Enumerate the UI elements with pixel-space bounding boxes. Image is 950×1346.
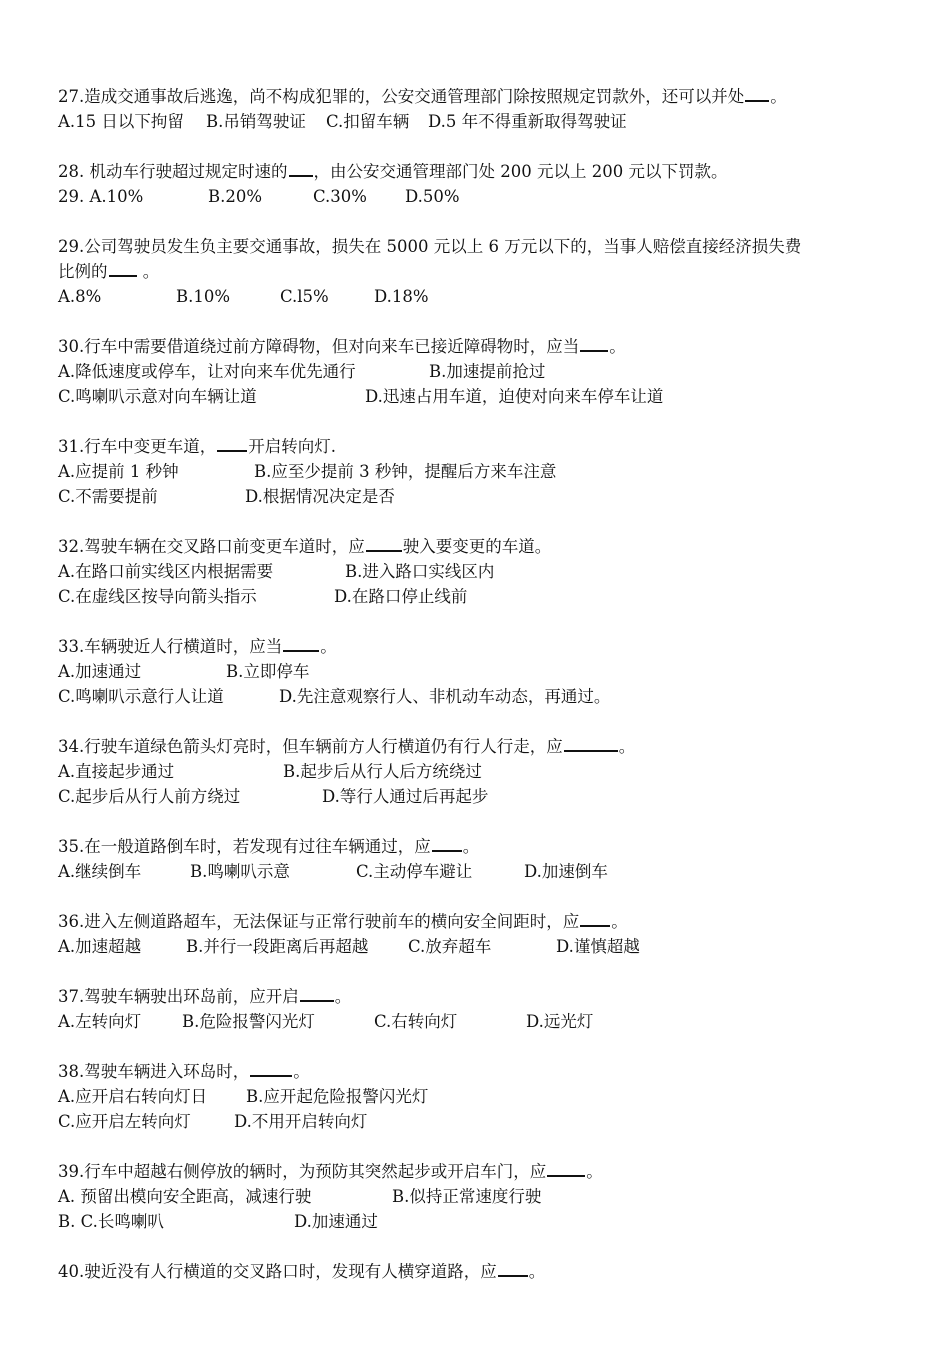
- options-line: [58, 484, 908, 509]
- answer-option: D.远光灯: [526, 1012, 594, 1031]
- options-line: [58, 659, 908, 684]
- answer-option: C.主动停车避让: [356, 862, 473, 881]
- answer-option: C.起步后从行人前方绕过: [58, 787, 241, 806]
- answer-option: A.应提前 1 秒钟: [58, 462, 179, 481]
- question-10: [58, 909, 908, 959]
- answer-option: A. 预留出模向安全距高，减速行驶: [58, 1187, 312, 1206]
- answer-option: C.应开启左转向灯: [58, 1112, 191, 1131]
- answer-option: A.继续倒车: [58, 862, 142, 881]
- answer-blank: [289, 159, 313, 177]
- answer-blank: [217, 434, 247, 452]
- answer-blank: [366, 534, 402, 552]
- question-stem-line: [58, 1259, 908, 1284]
- answer-option: D.谨慎超越: [556, 937, 640, 956]
- stem-text: 比例的: [58, 262, 108, 281]
- stem-text: ，由公安交通管理部门处 200 元以上 200 元以下罚款。: [313, 162, 728, 181]
- answer-option: C.在虚线区按导向箭头指示: [58, 587, 257, 606]
- options-line: [58, 1209, 908, 1234]
- question-stem-line: [58, 1159, 908, 1184]
- stem-text: 40.驶近没有人行横道的交叉路口时，发现有人横穿道路，应: [58, 1262, 497, 1281]
- stem-text: 29.公司驾驶员发生负主要交通事故，损失在 5000 元以上 6 万元以下的，当事人赔偿直接经济损失费: [58, 237, 802, 256]
- answer-blank: [109, 259, 137, 277]
- answer-option: C.鸣喇叭示意对向车辆让道: [58, 387, 257, 406]
- answer-option: C.扣留车辆: [326, 112, 410, 131]
- question-9: [58, 834, 908, 884]
- answer-blank: [250, 1059, 292, 1077]
- options-line: [58, 784, 908, 809]
- stem-text: 。: [462, 837, 480, 856]
- stem-text: 。: [293, 1062, 310, 1081]
- stem-text: 28. 机动车行驶超过规定时速的: [58, 162, 288, 181]
- stem-text: 。: [528, 1262, 546, 1281]
- question-stem-line: [58, 734, 908, 759]
- question-stem-line: [58, 909, 908, 934]
- options-line: [58, 559, 908, 584]
- answer-option: D.等行人通过后再起步: [322, 787, 489, 806]
- stem-text: 。: [618, 737, 636, 756]
- answer-option: D.迅速占用车道，迫使对向来车停车让道: [365, 387, 664, 406]
- answer-option: B.10%: [176, 287, 231, 306]
- stem-text: 。: [137, 262, 160, 281]
- question-stem-line: [58, 84, 908, 109]
- options-line: [58, 859, 908, 884]
- answer-blank: [498, 1259, 528, 1277]
- answer-blank: [745, 84, 769, 102]
- answer-option: D.18%: [374, 287, 429, 306]
- answer-option: C.放弃超车: [408, 937, 492, 956]
- answer-option: B.加速提前抢过: [429, 362, 546, 381]
- question-1: [58, 84, 908, 134]
- question-14: [58, 1259, 908, 1284]
- answer-option: A.降低速度或停车，让对向来车优先通行: [58, 362, 356, 381]
- question-3: [58, 234, 908, 309]
- answer-blank: [580, 334, 608, 352]
- stem-text: 36.进入左侧道路超车，无法保证与正常行驶前车的横向安全间距时，应: [58, 912, 580, 931]
- question-stem-line: [58, 234, 908, 259]
- question-13: [58, 1159, 908, 1234]
- answer-option: D.加速通过: [294, 1212, 378, 1231]
- answer-option: A.8%: [58, 287, 102, 306]
- question-8: [58, 734, 908, 809]
- question-stem-line: [58, 634, 908, 659]
- options-line: [58, 459, 908, 484]
- answer-option: D.5 年不得重新取得驾驶证: [428, 112, 627, 131]
- answer-option: 29. A.10%: [58, 187, 144, 206]
- answer-option: D.不用开启转向灯: [234, 1112, 368, 1131]
- answer-option: D.根据情况决定是否: [245, 487, 395, 506]
- answer-blank: [300, 984, 334, 1002]
- answer-option: B.并行一段距离后再超越: [186, 937, 369, 956]
- answer-option: A.15 日以下拘留: [58, 112, 184, 131]
- options-line: [58, 184, 908, 209]
- stem-text: 31.行车中变更车道，: [58, 437, 217, 456]
- answer-option: C.30%: [313, 187, 367, 206]
- question-5: [58, 434, 908, 509]
- question-stem-line: [58, 834, 908, 859]
- answer-option: B.立即停车: [226, 662, 310, 681]
- question-6: [58, 534, 908, 609]
- answer-option: D.先注意观察行人、非机动车动态，再通过。: [279, 687, 611, 706]
- answer-blank: [432, 834, 462, 852]
- stem-text: 。: [586, 1162, 603, 1181]
- options-line: [58, 109, 908, 134]
- answer-option: B.起步后从行人后方统绕过: [283, 762, 482, 781]
- options-line: [58, 584, 908, 609]
- options-line: [58, 684, 908, 709]
- stem-text: 。: [611, 912, 628, 931]
- answer-option: B.危险报警闪光灯: [182, 1012, 315, 1031]
- question-12: [58, 1059, 908, 1134]
- answer-option: B. C.长鸣喇叭: [58, 1212, 164, 1231]
- question-stem-line: [58, 334, 908, 359]
- options-line: [58, 934, 908, 959]
- question-stem-line: [58, 259, 908, 284]
- answer-option: A.直接起步通过: [58, 762, 175, 781]
- answer-blank: [580, 909, 610, 927]
- stem-text: 开启转向灯.: [248, 437, 336, 456]
- question-stem-line: [58, 1059, 908, 1084]
- answer-blank: [283, 634, 319, 652]
- question-stem-line: [58, 534, 908, 559]
- answer-option: D.50%: [405, 187, 460, 206]
- stem-text: 30.行车中需要借道绕过前方障碍物，但对向来车已接近障碍物时，应当: [58, 337, 580, 356]
- question-11: [58, 984, 908, 1034]
- answer-option: B.20%: [208, 187, 263, 206]
- stem-text: 驶入要变更的车道。: [402, 537, 552, 556]
- answer-option: A.左转向灯: [58, 1012, 142, 1031]
- answer-option: C.鸣喇叭示意行人让道: [58, 687, 224, 706]
- options-line: [58, 1009, 908, 1034]
- stem-text: 32.驾驶车辆在交叉路口前变更车道时，应: [58, 537, 365, 556]
- question-stem-line: [58, 159, 908, 184]
- options-line: [58, 759, 908, 784]
- question-2: [58, 159, 908, 209]
- question-stem-line: [58, 984, 908, 1009]
- stem-text: 39.行车中超越右侧停放的辆时，为预防其突然起步或开启车门，应: [58, 1162, 547, 1181]
- question-7: [58, 634, 908, 709]
- stem-text: 37.驾驶车辆驶出环岛前，应开启: [58, 987, 299, 1006]
- stem-text: 38.驾驶车辆进入环岛时，: [58, 1062, 250, 1081]
- answer-option: C.l5%: [280, 287, 329, 306]
- question-4: [58, 334, 908, 409]
- stem-text: 。: [334, 987, 352, 1006]
- answer-option: D.在路口停止线前: [334, 587, 468, 606]
- answer-option: D.加速倒车: [524, 862, 608, 881]
- answer-option: B.吊销驾驶证: [206, 112, 306, 131]
- options-line: [58, 1184, 908, 1209]
- answer-option: B.应至少提前 3 秒钟，提醒后方来车注意: [254, 462, 557, 481]
- answer-option: A.在路口前实线区内根据需要: [58, 562, 274, 581]
- answer-option: B.似持正常速度行驶: [392, 1187, 542, 1206]
- stem-text: 27.造成交通事故后逃逸，尚不构成犯罪的，公安交通管理部门除按照规定罚款外，还可以并处: [58, 87, 745, 106]
- answer-blank: [547, 1159, 585, 1177]
- answer-option: A.加速通过: [58, 662, 142, 681]
- stem-text: 34.行驶车道绿色箭头灯亮时，但车辆前方人行横道仍有行人行走，应: [58, 737, 563, 756]
- stem-text: 33.车辆驶近人行横道时，应当: [58, 637, 283, 656]
- options-line: [58, 384, 908, 409]
- answer-blank: [564, 734, 618, 752]
- answer-option: A.加速超越: [58, 937, 142, 956]
- answer-option: B.进入路口实线区内: [345, 562, 495, 581]
- answer-option: A.应开启右转向灯日: [58, 1087, 208, 1106]
- stem-text: 。: [770, 87, 787, 106]
- options-line: [58, 359, 908, 384]
- answer-option: B.应开起危险报警闪光灯: [246, 1087, 429, 1106]
- options-line: [58, 284, 908, 309]
- stem-text: 。: [609, 337, 626, 356]
- answer-option: C.不需要提前: [58, 487, 158, 506]
- options-line: [58, 1084, 908, 1109]
- answer-option: B.鸣喇叭示意: [190, 862, 290, 881]
- stem-text: 35.在一般道路倒车时，若发现有过往车辆通过，应: [58, 837, 431, 856]
- options-line: [58, 1109, 908, 1134]
- stem-text: 。: [320, 637, 337, 656]
- answer-option: C.右转向灯: [374, 1012, 458, 1031]
- question-stem-line: [58, 434, 908, 459]
